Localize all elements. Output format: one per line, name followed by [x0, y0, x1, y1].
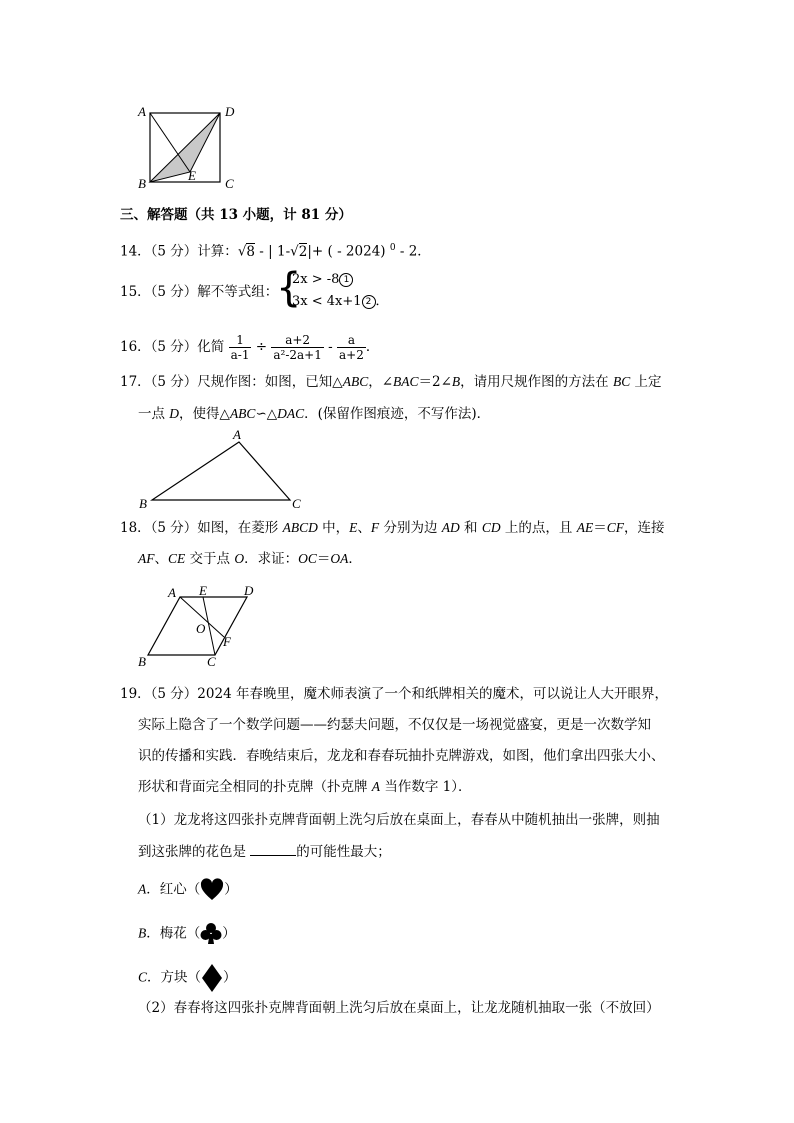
q15-line2	[292, 292, 389, 312]
option-a[interactable]	[138, 878, 238, 902]
question-19-line-3: 识的传播和实践．春晚结束后，龙龙和春春玩抽扑克牌游戏，如图，他们拿出四张大小、	[138, 748, 665, 764]
q18-text: 和	[459, 520, 482, 536]
q17-text: ，∠	[368, 374, 394, 390]
sqrt-symbol: √	[290, 243, 299, 260]
triangle-figure-svg	[135, 426, 315, 516]
triangle-abc	[152, 442, 290, 500]
label-C: C	[225, 176, 234, 191]
q15-ineq1: 2x > -8	[292, 272, 340, 287]
sqrt-symbol: √	[237, 243, 247, 260]
label-D: D	[225, 104, 235, 119]
q17-abc: ABC	[342, 374, 369, 389]
option-c-letter: C	[138, 969, 148, 985]
q19-sub2-line-1: （2）春春将这四张扑克牌背面朝上洗匀后放在桌面上，让龙龙随机抽取一张（不放回）	[138, 1000, 660, 1016]
label-F: F	[223, 634, 231, 649]
q14-prefix: 14．（5 分）计算：	[120, 243, 238, 260]
q14-sqrt2: 2	[298, 243, 308, 260]
q17-b: B	[451, 374, 461, 389]
label-D: D	[244, 583, 254, 598]
q19-text: 形状和背面完全相同的扑克牌（扑克牌	[138, 779, 372, 795]
label-C: C	[292, 496, 301, 511]
q19-sub1-line-1: （1）龙龙将这四张扑克牌背面朝上洗匀后放在桌面上，春春从中随机抽出一张牌，则抽	[138, 812, 660, 828]
q14-part3: |+ ( - 2024)	[307, 243, 390, 260]
q16-end: ．	[365, 339, 380, 355]
q18-f: F	[370, 520, 380, 535]
q18-oc: OC	[298, 551, 317, 566]
system-brace: {	[276, 265, 302, 311]
q18-ae: AE	[576, 520, 594, 535]
option-c[interactable]	[138, 963, 237, 993]
fraction-3	[337, 333, 366, 362]
label-A: A	[233, 427, 241, 442]
q18-ad: AD	[441, 520, 460, 535]
q18-o: O	[234, 551, 245, 566]
q16-prefix: 16．（5 分）化简	[120, 339, 225, 355]
section-heading: 三、解答题（共 13 小题，计 81 分）	[120, 207, 352, 223]
q19-text: 的可能性最大；	[296, 844, 391, 860]
q18-text: ．求证：	[244, 551, 299, 567]
q18-text: 18．（5 分）如图，在菱形	[120, 520, 283, 536]
frac3-num: a	[337, 333, 366, 348]
q18-text: ＝	[316, 551, 331, 567]
frac3-den: a+2	[339, 348, 364, 362]
option-b-text: ．梅花（	[146, 925, 201, 942]
q18-e: E	[349, 520, 358, 535]
option-b-letter: B	[138, 925, 147, 941]
q17-d: D	[169, 406, 180, 421]
frac1-num: 1	[229, 333, 252, 348]
q19-text: 到这张牌的花色是	[138, 844, 251, 860]
q18-text: 、	[357, 520, 371, 536]
question-18-line-1	[120, 518, 664, 538]
q19-text: 当作数字 1）．	[380, 779, 472, 795]
label-A: A	[138, 104, 146, 119]
option-a-close: ）	[224, 881, 238, 898]
q14-sqrt8: 8	[246, 243, 256, 260]
question-18-line-2	[138, 549, 362, 569]
q14-part2: - | 1-	[255, 243, 291, 260]
option-c-close: ）	[223, 969, 237, 986]
fraction-1	[229, 333, 252, 362]
q14-exponent: 0	[389, 243, 396, 253]
question-17-line-1	[120, 372, 662, 392]
q18-abcd: ABCD	[282, 520, 318, 535]
option-a-letter: A	[138, 881, 147, 897]
heart-icon	[200, 878, 224, 902]
q17-text: ＝2∠	[418, 374, 452, 390]
label-B: B	[138, 176, 146, 191]
q19-a: A	[371, 779, 381, 794]
q15-prefix: 15．（5 分）解不等式组：	[120, 284, 279, 300]
frac1-den: a-1	[230, 348, 250, 362]
rhombus-figure	[135, 580, 265, 670]
answer-blank[interactable]	[250, 842, 296, 856]
q17-text: 一点	[138, 406, 170, 422]
label-E: E	[199, 583, 207, 598]
q18-cf: CF	[606, 520, 624, 535]
label-B: B	[139, 496, 147, 511]
q18-text: 分别为边	[379, 520, 442, 536]
option-c-text: ．方块（	[147, 969, 202, 986]
q15-end: ．	[375, 294, 389, 309]
triangle-figure	[135, 426, 315, 516]
q18-ce: CE	[168, 551, 186, 566]
q18-text: 、	[154, 551, 168, 567]
q18-text: ，连接	[623, 520, 665, 536]
option-b-close: ）	[222, 925, 236, 942]
label-A: A	[168, 585, 176, 600]
q17-text: ，使得△	[179, 406, 230, 422]
option-a-text: ．红心（	[146, 881, 201, 898]
q19-sub1-line-2	[138, 842, 391, 862]
q18-text: 上的点，且	[500, 520, 577, 536]
q17-text: ∽△	[255, 406, 278, 422]
q18-text: ．	[348, 551, 362, 567]
question-19-line-4	[138, 777, 471, 797]
club-icon	[200, 922, 222, 946]
question-14	[120, 238, 431, 262]
frac2-num: a+2	[271, 333, 324, 348]
label-E: E	[188, 168, 196, 183]
square-figure	[130, 100, 250, 195]
q18-text: ＝	[593, 520, 607, 536]
diamond-icon	[201, 963, 223, 993]
frac2-den: a²-2a+1	[273, 348, 322, 362]
q17-abc: ABC	[229, 406, 256, 421]
q15-line1	[292, 270, 353, 290]
question-16	[120, 330, 379, 364]
q18-text: 交于点	[185, 551, 235, 567]
question-17-line-2	[138, 404, 490, 424]
question-15	[120, 282, 278, 302]
q17-bc: BC	[612, 374, 631, 389]
circled-2: 2	[362, 295, 376, 309]
q17-text: 17．（5 分）尺规作图：如图，已知△	[120, 374, 343, 390]
label-C: C	[207, 654, 216, 669]
q14-part4: - 2．	[395, 243, 431, 260]
question-19-line-1: 19．（5 分）2024 年春晚里，魔术师表演了一个和纸牌相关的魔术，可以说让人大开眼界，	[120, 686, 668, 702]
label-B: B	[138, 654, 146, 669]
option-b[interactable]	[138, 922, 236, 946]
circled-1: 1	[339, 273, 353, 287]
q17-text: ．(保留作图痕迹，不写作法)．	[304, 406, 491, 422]
q18-cd: CD	[481, 520, 501, 535]
q17-bac: BAC	[393, 374, 419, 389]
q17-text: ，请用尺规作图的方法在	[460, 374, 613, 390]
question-19-line-2: 实际上隐含了一个数学问题——约瑟夫问题，不仅仅是一场视觉盛宴，更是一次数学知	[138, 717, 651, 733]
divide-sign: ÷	[255, 339, 268, 355]
q15-ineq2: 3x < 4x+1	[292, 294, 362, 309]
q18-af: AF	[138, 551, 155, 566]
q17-text: 上定	[630, 374, 662, 390]
q18-text: 中，	[317, 520, 350, 536]
shaded-triangle	[150, 113, 220, 182]
fraction-2	[271, 333, 324, 362]
label-O: O	[196, 621, 206, 636]
q17-dac: DAC	[277, 406, 305, 421]
q18-oa: OA	[330, 551, 349, 566]
minus-sign: -	[328, 339, 333, 355]
